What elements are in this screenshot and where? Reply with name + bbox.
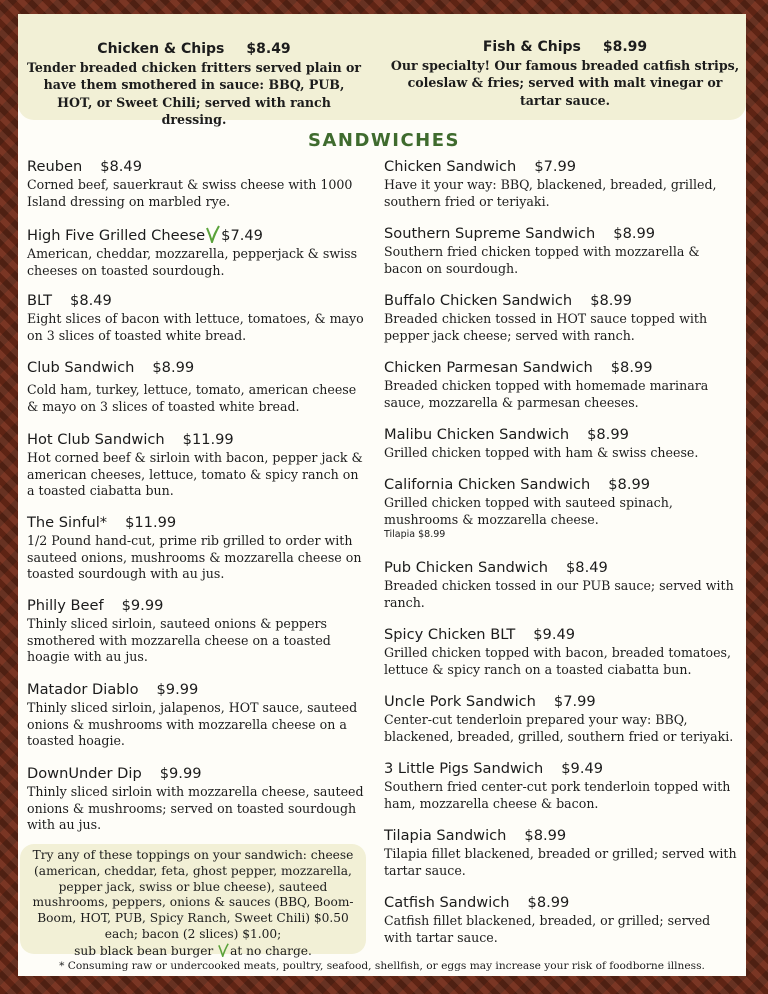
menu-item [27, 514, 367, 583]
item-price: $7.99 [534, 158, 577, 175]
item-description: Thinly sliced sirloin, jalapenos, HOT sauce, sauteed onions & mushrooms with mozzarella cheese on a toasted hoagie. [27, 700, 358, 748]
menu-item [384, 626, 740, 678]
menu-item [27, 292, 367, 344]
item-description: Tilapia fillet blackened, breaded or grilled; served with tartar sauce. [384, 846, 737, 878]
item-price: $8.99 [590, 292, 632, 309]
menu-item [27, 225, 367, 279]
item-description: Cold ham, turkey, lettuce, tomato, american cheese & mayo on 3 slices of toasted white bread. [27, 382, 357, 414]
foodborne-illness-footnote: * Consuming raw or undercooked meats, poultry, seafood, shellfish, or eggs may increase your risk of foodborne illness. [59, 960, 705, 972]
feature-price: $8.49 [246, 41, 291, 57]
item-name: Chicken Parmesan Sandwich [384, 359, 593, 376]
item-name: Buffalo Chicken Sandwich [384, 292, 573, 309]
vegetarian-leaf-icon [206, 225, 220, 243]
featured-panel [18, 14, 746, 127]
item-price: $11.99 [125, 514, 177, 531]
item-name: California Chicken Sandwich [384, 476, 591, 493]
item-price: $7.49 [221, 227, 263, 244]
item-description: Center-cut tenderloin prepared your way: BBQ, blackened, breaded, grilled, southern fried or teriyaki. [384, 712, 734, 744]
item-description: Grilled chicken topped with sauteed spinach, mushrooms & mozzarella cheese. [384, 495, 673, 527]
feature-name: Fish & Chips [482, 39, 581, 55]
item-description: Grilled chicken topped with bacon, breaded tomatoes, lettuce & spicy ranch on a toasted ciabatta bun. [384, 645, 731, 677]
item-description: 1/2 Pound hand-cut, prime rib grilled to order with sauteed onions, mushrooms & mozzarella cheese on toasted sourdough with au jus. [27, 533, 362, 581]
menu-item [384, 426, 740, 462]
item-name: Chicken Sandwich [384, 158, 517, 175]
item-price: $8.99 [610, 359, 653, 376]
item-name: BLT [27, 292, 53, 309]
item-name: The Sinful* [27, 514, 108, 531]
menu-item [27, 597, 367, 666]
item-description: Hot corned beef & sirloin with bacon, pepper jack & american cheeses, lettuce, tomato & spicy ranch on a toasted ciabatta bun. [27, 450, 363, 498]
toppings-box [20, 844, 366, 958]
item-description: Eight slices of bacon with lettuce, tomatoes, & mayo on 3 slices of toasted white bread. [27, 311, 364, 343]
menu-item [384, 359, 740, 411]
item-description: Breaded chicken tossed in HOT sauce topped with pepper jack cheese; served with ranch. [384, 311, 708, 343]
vegetarian-leaf-icon [218, 943, 229, 957]
menu-item [384, 894, 740, 946]
feature-name: Chicken & Chips [97, 41, 225, 57]
item-name: Hot Club Sandwich [27, 431, 165, 448]
item-price: $9.99 [121, 597, 164, 614]
menu-item [384, 760, 740, 812]
item-price: $9.99 [159, 765, 202, 782]
item-description: Southern fried chicken topped with mozzarella & bacon on sourdough. [384, 244, 700, 276]
item-name: Matador Diablo [27, 681, 139, 698]
item-description: Breaded chicken tossed in our PUB sauce; served with ranch. [384, 578, 734, 610]
item-note: Tilapia $8.99 [384, 529, 446, 540]
item-name: Catfish Sandwich [384, 894, 510, 911]
item-name: Malibu Chicken Sandwich [384, 426, 570, 443]
item-name: 3 Little Pigs Sandwich [384, 760, 544, 777]
menu-item [27, 158, 367, 210]
item-price: $8.99 [152, 359, 195, 376]
feature-description: Tender breaded chicken fritters served plain or have them smothered in sauce: BBQ, PUB, HOT, or Sweet Chili; served with ranch dressing. [26, 59, 362, 127]
menu-item [384, 827, 740, 879]
item-price: $8.49 [70, 292, 112, 309]
menu-item [384, 292, 740, 344]
item-description: American, cheddar, mozzarella, pepperjack & swiss cheeses on toasted sourdough. [27, 246, 358, 278]
item-price: $8.99 [587, 426, 629, 443]
menu-item [27, 431, 367, 500]
item-name: Southern Supreme Sandwich [384, 225, 596, 242]
item-price: $9.49 [561, 760, 604, 777]
item-name: DownUnder Dip [27, 765, 142, 782]
feature-fish-chips [390, 38, 740, 109]
feature-description: Our specialty! Our famous breaded catfish strips, coleslaw & fries; served with malt vinegar or tartar sauce. [390, 57, 740, 108]
item-price: $9.99 [156, 681, 199, 698]
menu-item [384, 476, 740, 541]
item-name: Club Sandwich [27, 359, 135, 376]
item-description: Corned beef, sauerkraut & swiss cheese with 1000 Island dressing on marbled rye. [27, 177, 353, 209]
item-description: Breaded chicken topped with homemade marinara sauce, mozzarella & parmesan cheeses. [384, 378, 709, 410]
item-name: Pub Chicken Sandwich [384, 559, 548, 576]
item-price: $7.99 [553, 693, 596, 710]
item-name: Uncle Pork Sandwich [384, 693, 536, 710]
item-description: Thinly sliced sirloin, sauteed onions & peppers smothered with mozzarella cheese on a toasted hoagie with au jus. [27, 616, 331, 664]
item-description: Catfish fillet blackened, breaded, or grilled; served with tartar sauce. [384, 913, 711, 945]
item-description: Southern fried center-cut pork tenderloin topped with ham, mozzarella cheese & bacon. [384, 779, 731, 811]
item-price: $8.99 [613, 225, 656, 242]
toppings-text: Try any of these toppings on your sandwich: cheese (american, cheddar, feta, ghost pepper, mozzarella, pepper jack, swiss or blue cheese), sauteed mushrooms, peppers, onions & sauces (BBQ, Boom-Boom, HOT, PUB, Spicy Ranch, Sweet Chili) $0.50 each; bacon (2 slices) $1.00; [32, 848, 354, 941]
item-name: Reuben [27, 158, 83, 175]
menu-item [27, 359, 367, 415]
item-price: $8.49 [100, 158, 142, 175]
feature-chicken-chips [24, 40, 364, 129]
item-name: Philly Beef [27, 597, 104, 614]
menu-page [18, 14, 746, 976]
item-name: Tilapia Sandwich [384, 827, 507, 844]
menu-item [384, 158, 740, 210]
toppings-sub-end: at no charge. [230, 943, 312, 958]
section-title: SANDWICHES [308, 130, 460, 151]
item-price: $8.49 [566, 559, 608, 576]
item-price: $8.99 [608, 476, 651, 493]
menu-item [384, 225, 740, 277]
item-description: Have it your way: BBQ, blackened, breaded, grilled, southern fried or teriyaki. [384, 177, 717, 209]
item-price: $8.99 [527, 894, 570, 911]
toppings-sub-start: sub black bean burger [74, 943, 214, 958]
item-name: High Five Grilled Cheese [27, 227, 206, 244]
menu-item [27, 681, 367, 750]
item-name: Spicy Chicken BLT [384, 626, 516, 643]
feature-price: $8.99 [602, 39, 648, 55]
menu-item [27, 765, 367, 834]
menu-item [384, 559, 740, 611]
item-price: $8.99 [524, 827, 567, 844]
item-description: Grilled chicken topped with ham & swiss cheese. [384, 445, 699, 460]
menu-item [384, 693, 740, 745]
item-price: $9.49 [533, 626, 576, 643]
item-description: Thinly sliced sirloin with mozzarella cheese, sauteed onions & mushrooms; served on toasted sourdough with au jus. [27, 784, 364, 832]
item-price: $11.99 [182, 431, 234, 448]
